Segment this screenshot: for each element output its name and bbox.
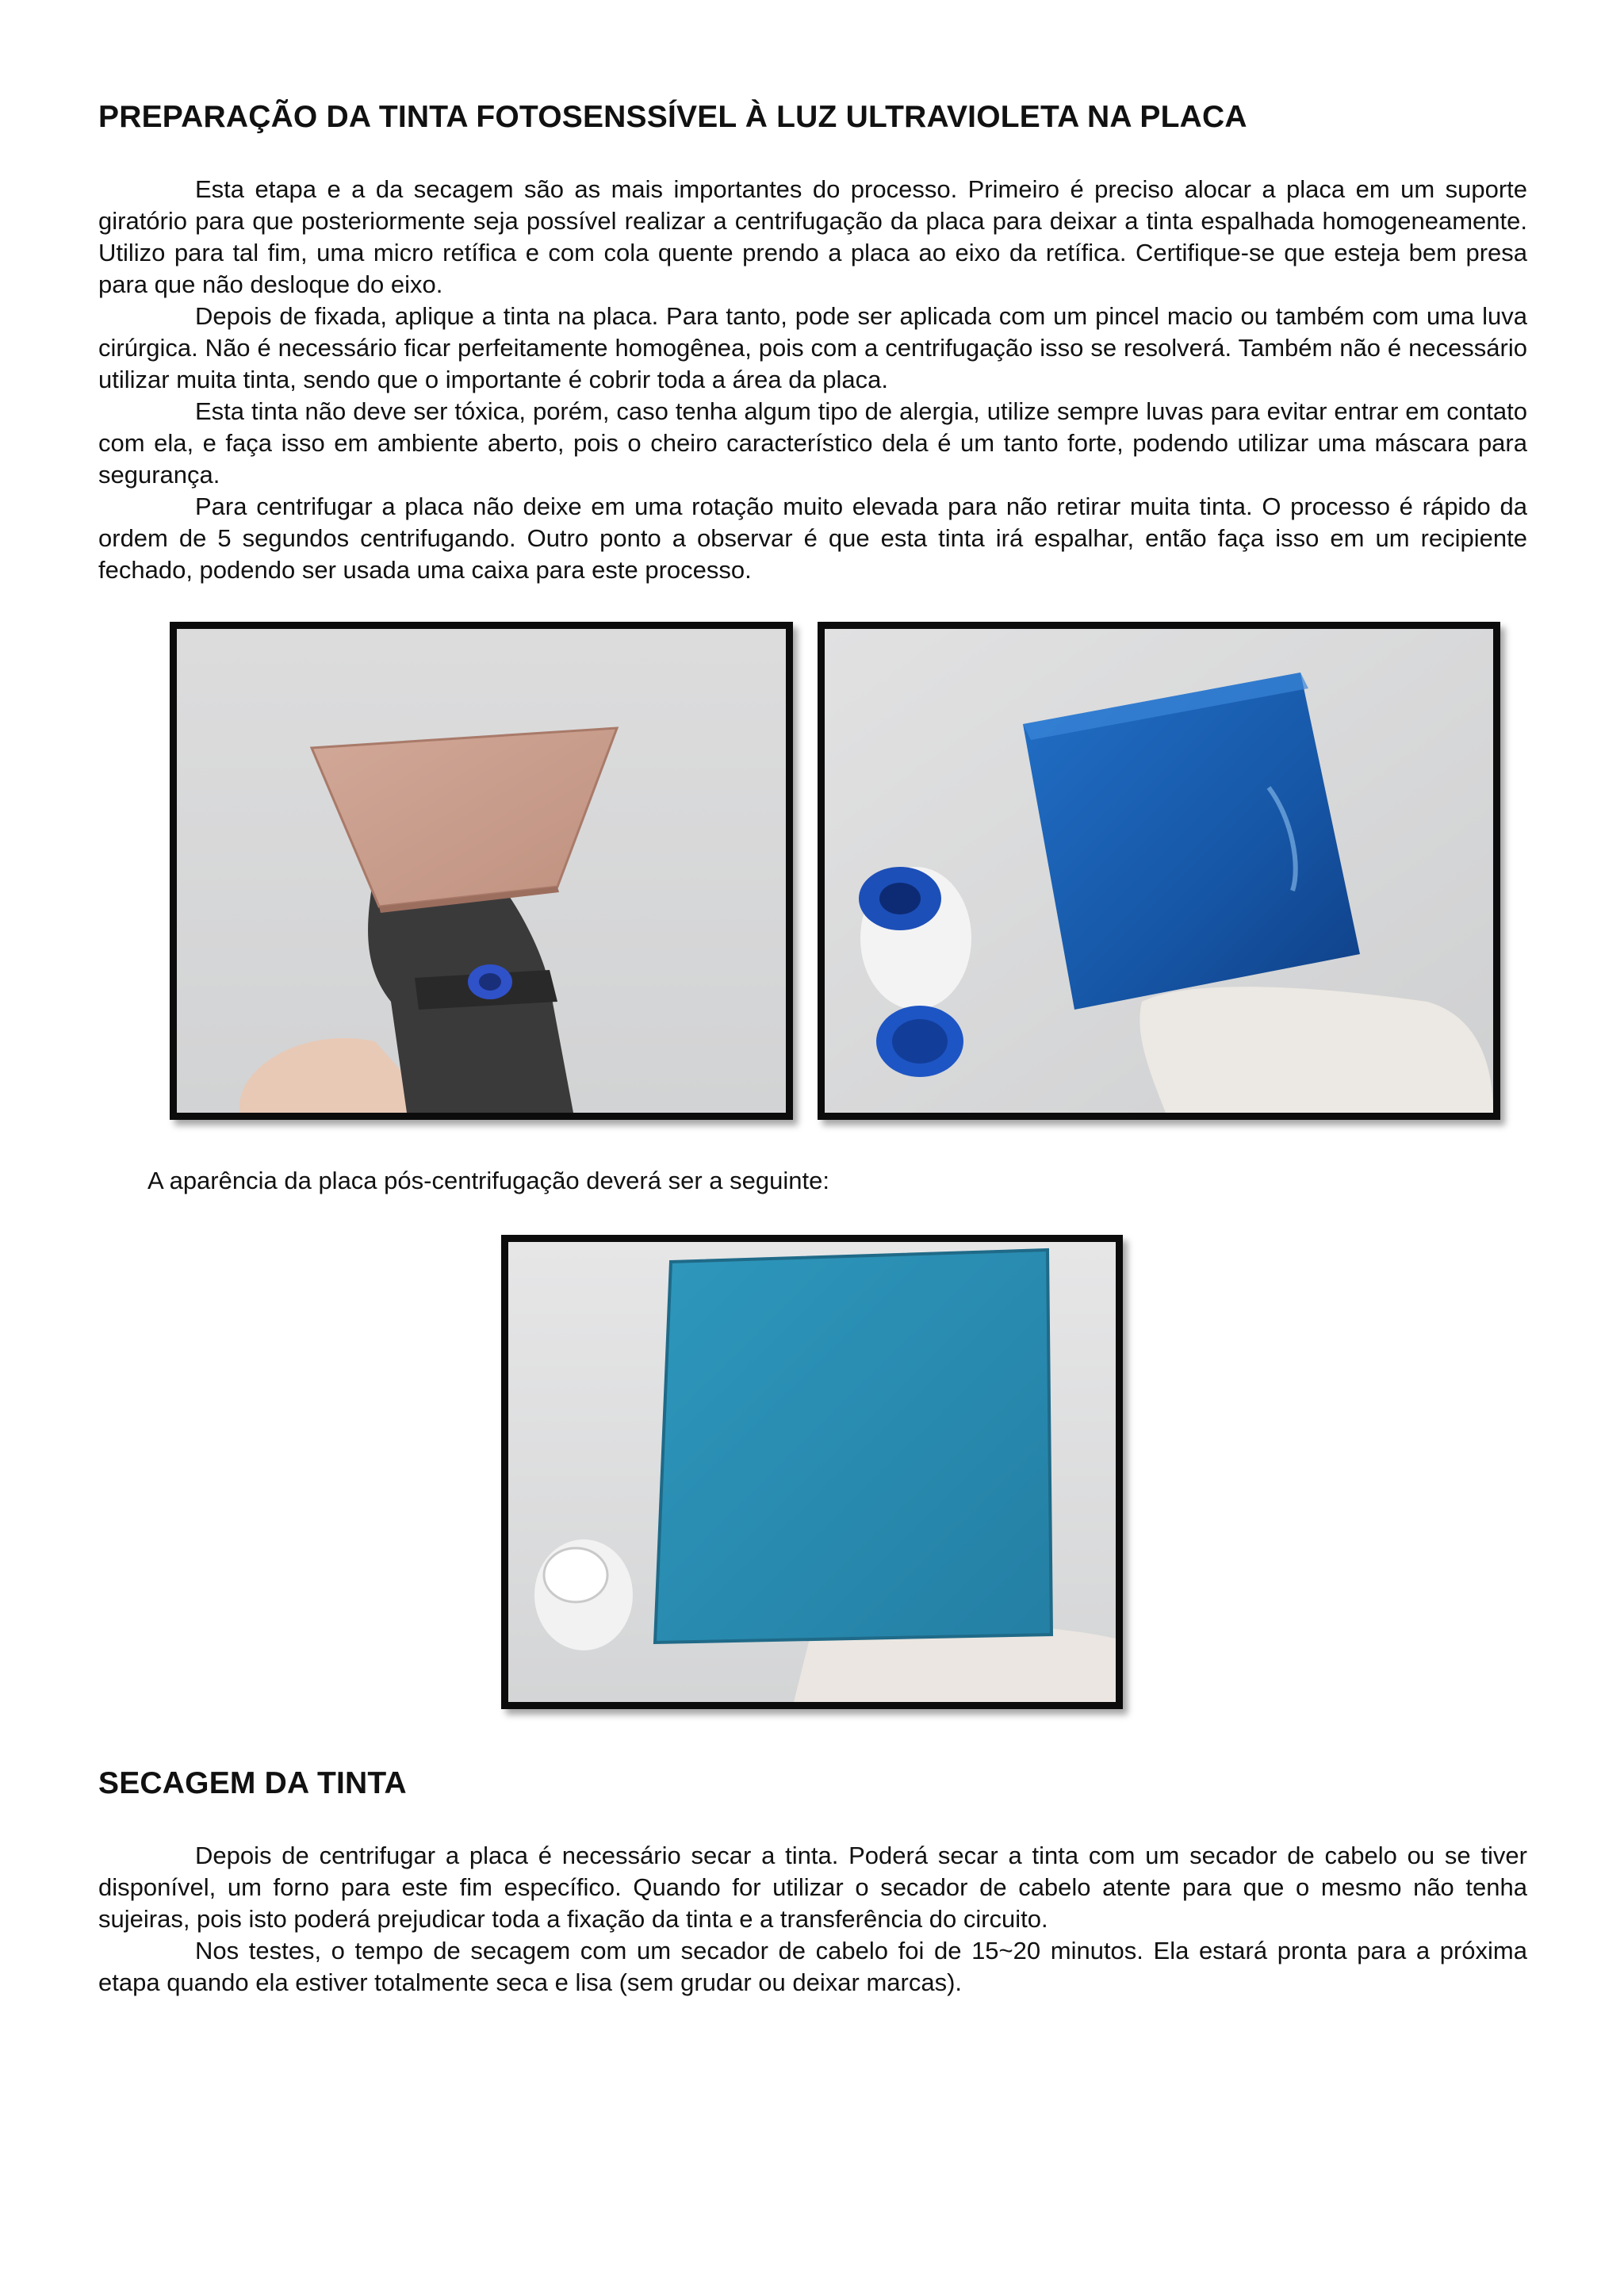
paragraph: Esta etapa e a da secagem são as mais importantes do processo. Primeiro é preciso alocar a placa em um suporte giratório para que posteriormente seja possível realizar a centrifugação da placa para deixar a tinta espalhada homogeneamente. Utilizo para tal fim, uma micro retífica e com cola quente prendo a placa ao eixo da retífica. Certifique-se que esteja bem presa para que não desloque do eixo. — [98, 175, 1527, 298]
paragraph: Para centrifugar a placa não deixe em uma rotação muito elevada para não retirar muita tinta. O processo é rápido da ordem de 5 segundos centrifugando. Outro ponto a observar é que esta tinta irá espalhar, então faça isso em um recipiente fechado, podendo ser usada uma caixa para este processo. — [98, 493, 1527, 584]
section-body-drying — [98, 1840, 1527, 1999]
paragraph: Depois de fixada, aplique a tinta na placa. Para tanto, pode ser aplicada com um pincel macio ou também com uma luva cirúrgica. Não é necessário ficar perfeitamente homogênea, pois com a centrifugação isso se resolverá. Também não é necessário utilizar muita tinta, sendo que o importante é cobrir toda a área da placa. — [98, 302, 1527, 393]
paragraph: Depois de centrifugar a placa é necessário secar a tinta. Poderá secar a tinta com um secador de cabelo ou se tiver disponível, um forno para este fim específico. Quando for utilizar o secador de cabelo atente para que o mesmo não tenha sujeiras, pois isto poderá prejudicar toda a fixação da tinta e a transferência do circuito. — [98, 1842, 1527, 1933]
paragraph: Nos testes, o tempo de secagem com um secador de cabelo foi de 15~20 minutos. Ela estará pronta para a próxima etapa quando ela estiver totalmente seca e lisa (sem grudar ou deixar marcas). — [98, 1937, 1527, 1996]
section-body-preparation — [98, 174, 1527, 586]
photo-board-after-centrifugation — [501, 1235, 1123, 1709]
photo-board-with-wet-ink — [818, 622, 1500, 1120]
section-heading-preparation: PREPARAÇÃO DA TINTA FOTOSENSSÍVEL À LUZ ULTRAVIOLETA NA PLACA — [98, 100, 1247, 134]
photo-caption: A aparência da placa pós-centrifugação deverá ser a seguinte: — [147, 1167, 829, 1194]
photo-board-on-rotary-tool — [170, 622, 793, 1120]
paragraph: Esta tinta não deve ser tóxica, porém, caso tenha algum tipo de alergia, utilize sempre luvas para evitar entrar em contato com ela, e faça isso em ambiente aberto, pois o cheiro característico dela é um tanto forte, podendo utilizar uma máscara para segurança. — [98, 397, 1527, 489]
section-heading-drying: SECAGEM DA TINTA — [98, 1766, 407, 1800]
